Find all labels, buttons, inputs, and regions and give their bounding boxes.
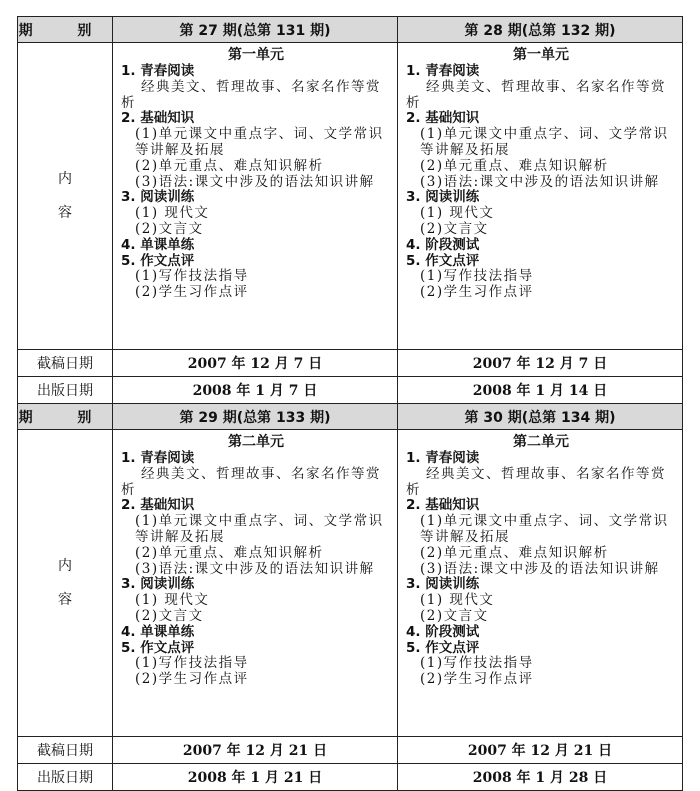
publish-row	[18, 764, 683, 791]
section-heading: 5. 作文点评	[406, 639, 480, 656]
period-label: 期 别	[18, 17, 113, 43]
content-row	[18, 43, 683, 350]
issue-title: 第 28 期(总第 132 期)	[398, 17, 683, 43]
section-item: (1)单元课文中重点字、词、文学常识等讲解及拓展	[420, 126, 669, 158]
section-item: (2)文言文	[135, 607, 204, 624]
unit-title: 第二单元	[513, 434, 569, 450]
section-heading: 2. 基础知识	[406, 110, 480, 127]
section-item: (2)单元重点、难点知识解析	[420, 544, 609, 561]
content-label	[18, 430, 113, 737]
section-heading: 5. 作文点评	[121, 639, 195, 656]
section-item: 经典美文、哲理故事、名家名作等赏析	[406, 78, 666, 111]
issue-title: 第 27 期(总第 131 期)	[113, 17, 398, 43]
section-item: (2)文言文	[420, 220, 489, 237]
section-item: (1)单元课文中重点字、词、文学常识等讲解及拓展	[135, 513, 384, 545]
content-label-char-2: 容	[58, 592, 72, 608]
section-heading: 4. 阶段测试	[406, 236, 480, 253]
section-heading: 5. 作文点评	[406, 252, 480, 269]
section-item: (3)语法:课文中涉及的语法知识讲解	[420, 173, 660, 190]
section-item: (1)单元课文中重点字、词、文学常识等讲解及拓展	[420, 513, 669, 545]
publish-date: 2008 年 1 月 21 日	[113, 764, 398, 791]
section-heading: 3. 阅读训练	[121, 189, 195, 206]
issue-header-row	[18, 17, 683, 43]
section-item: (2)学生习作点评	[420, 284, 534, 301]
section-item: (1) 现代文	[135, 205, 210, 222]
deadline-date: 2007 年 12 月 21 日	[113, 737, 398, 764]
content-label-char-2: 容	[58, 205, 72, 221]
section-heading: 1. 青春阅读	[121, 63, 195, 79]
issue-title: 第 29 期(总第 133 期)	[113, 404, 398, 430]
issue-content	[398, 43, 683, 350]
publish-date: 2008 年 1 月 7 日	[113, 377, 398, 404]
section-item: (2)单元重点、难点知识解析	[135, 157, 324, 174]
section-item: (3)语法:课文中涉及的语法知识讲解	[135, 560, 375, 577]
section-item: (2)文言文	[135, 220, 204, 237]
content-row	[18, 430, 683, 737]
section-item: (1) 现代文	[420, 205, 495, 222]
section-heading: 2. 基础知识	[121, 110, 195, 127]
period-label: 期 别	[18, 404, 113, 430]
publish-label: 出版日期	[18, 377, 113, 404]
deadline-date: 2007 年 12 月 7 日	[113, 350, 398, 377]
section-heading: 2. 基础知识	[121, 497, 195, 514]
section-heading: 4. 单课单练	[121, 236, 195, 253]
section-heading: 5. 作文点评	[121, 252, 195, 269]
issue-schedule-table	[17, 16, 683, 791]
publish-date: 2008 年 1 月 14 日	[398, 377, 683, 404]
publish-row	[18, 377, 683, 404]
issue-title: 第 30 期(总第 134 期)	[398, 404, 683, 430]
section-heading: 3. 阅读训练	[121, 576, 195, 593]
section-heading: 4. 阶段测试	[406, 623, 480, 640]
unit-title: 第一单元	[513, 47, 569, 63]
section-item: (1) 现代文	[420, 592, 495, 609]
section-heading: 1. 青春阅读	[121, 450, 195, 466]
issue-header-row	[18, 404, 683, 430]
deadline-label: 截稿日期	[18, 737, 113, 764]
section-heading: 3. 阅读训练	[406, 189, 480, 206]
section-item: 经典美文、哲理故事、名家名作等赏析	[121, 78, 381, 111]
issue-content	[113, 43, 398, 350]
section-item: (1)写作技法指导	[135, 268, 249, 285]
section-heading: 3. 阅读训练	[406, 576, 480, 593]
section-heading: 4. 单课单练	[121, 623, 195, 640]
deadline-row	[18, 737, 683, 764]
issue-content	[113, 430, 398, 737]
publish-date: 2008 年 1 月 28 日	[398, 764, 683, 791]
deadline-date: 2007 年 12 月 7 日	[398, 350, 683, 377]
issue-content	[398, 430, 683, 737]
schedule-body	[18, 17, 683, 791]
deadline-label: 截稿日期	[18, 350, 113, 377]
section-item: 经典美文、哲理故事、名家名作等赏析	[406, 465, 666, 498]
section-item: (1) 现代文	[135, 592, 210, 609]
section-heading: 2. 基础知识	[406, 497, 480, 514]
section-item: (1)写作技法指导	[135, 655, 249, 672]
section-item: (1)写作技法指导	[420, 268, 534, 285]
unit-title: 第二单元	[228, 434, 284, 450]
section-item: (3)语法:课文中涉及的语法知识讲解	[420, 560, 660, 577]
section-item: (1)单元课文中重点字、词、文学常识等讲解及拓展	[135, 126, 384, 158]
section-item: (2)学生习作点评	[135, 284, 249, 301]
deadline-date: 2007 年 12 月 21 日	[398, 737, 683, 764]
content-label-char-1: 内	[58, 171, 72, 187]
section-item: 经典美文、哲理故事、名家名作等赏析	[121, 465, 381, 498]
section-item: (2)学生习作点评	[420, 671, 534, 688]
deadline-row	[18, 350, 683, 377]
content-label	[18, 43, 113, 350]
section-item: (2)单元重点、难点知识解析	[135, 544, 324, 561]
section-item: (2)单元重点、难点知识解析	[420, 157, 609, 174]
section-item: (2)文言文	[420, 607, 489, 624]
unit-title: 第一单元	[228, 47, 284, 63]
section-heading: 1. 青春阅读	[406, 450, 480, 466]
content-label-char-1: 内	[58, 558, 72, 574]
section-item: (3)语法:课文中涉及的语法知识讲解	[135, 173, 375, 190]
publish-label: 出版日期	[18, 764, 113, 791]
section-item: (1)写作技法指导	[420, 655, 534, 672]
section-item: (2)学生习作点评	[135, 671, 249, 688]
section-heading: 1. 青春阅读	[406, 63, 480, 79]
